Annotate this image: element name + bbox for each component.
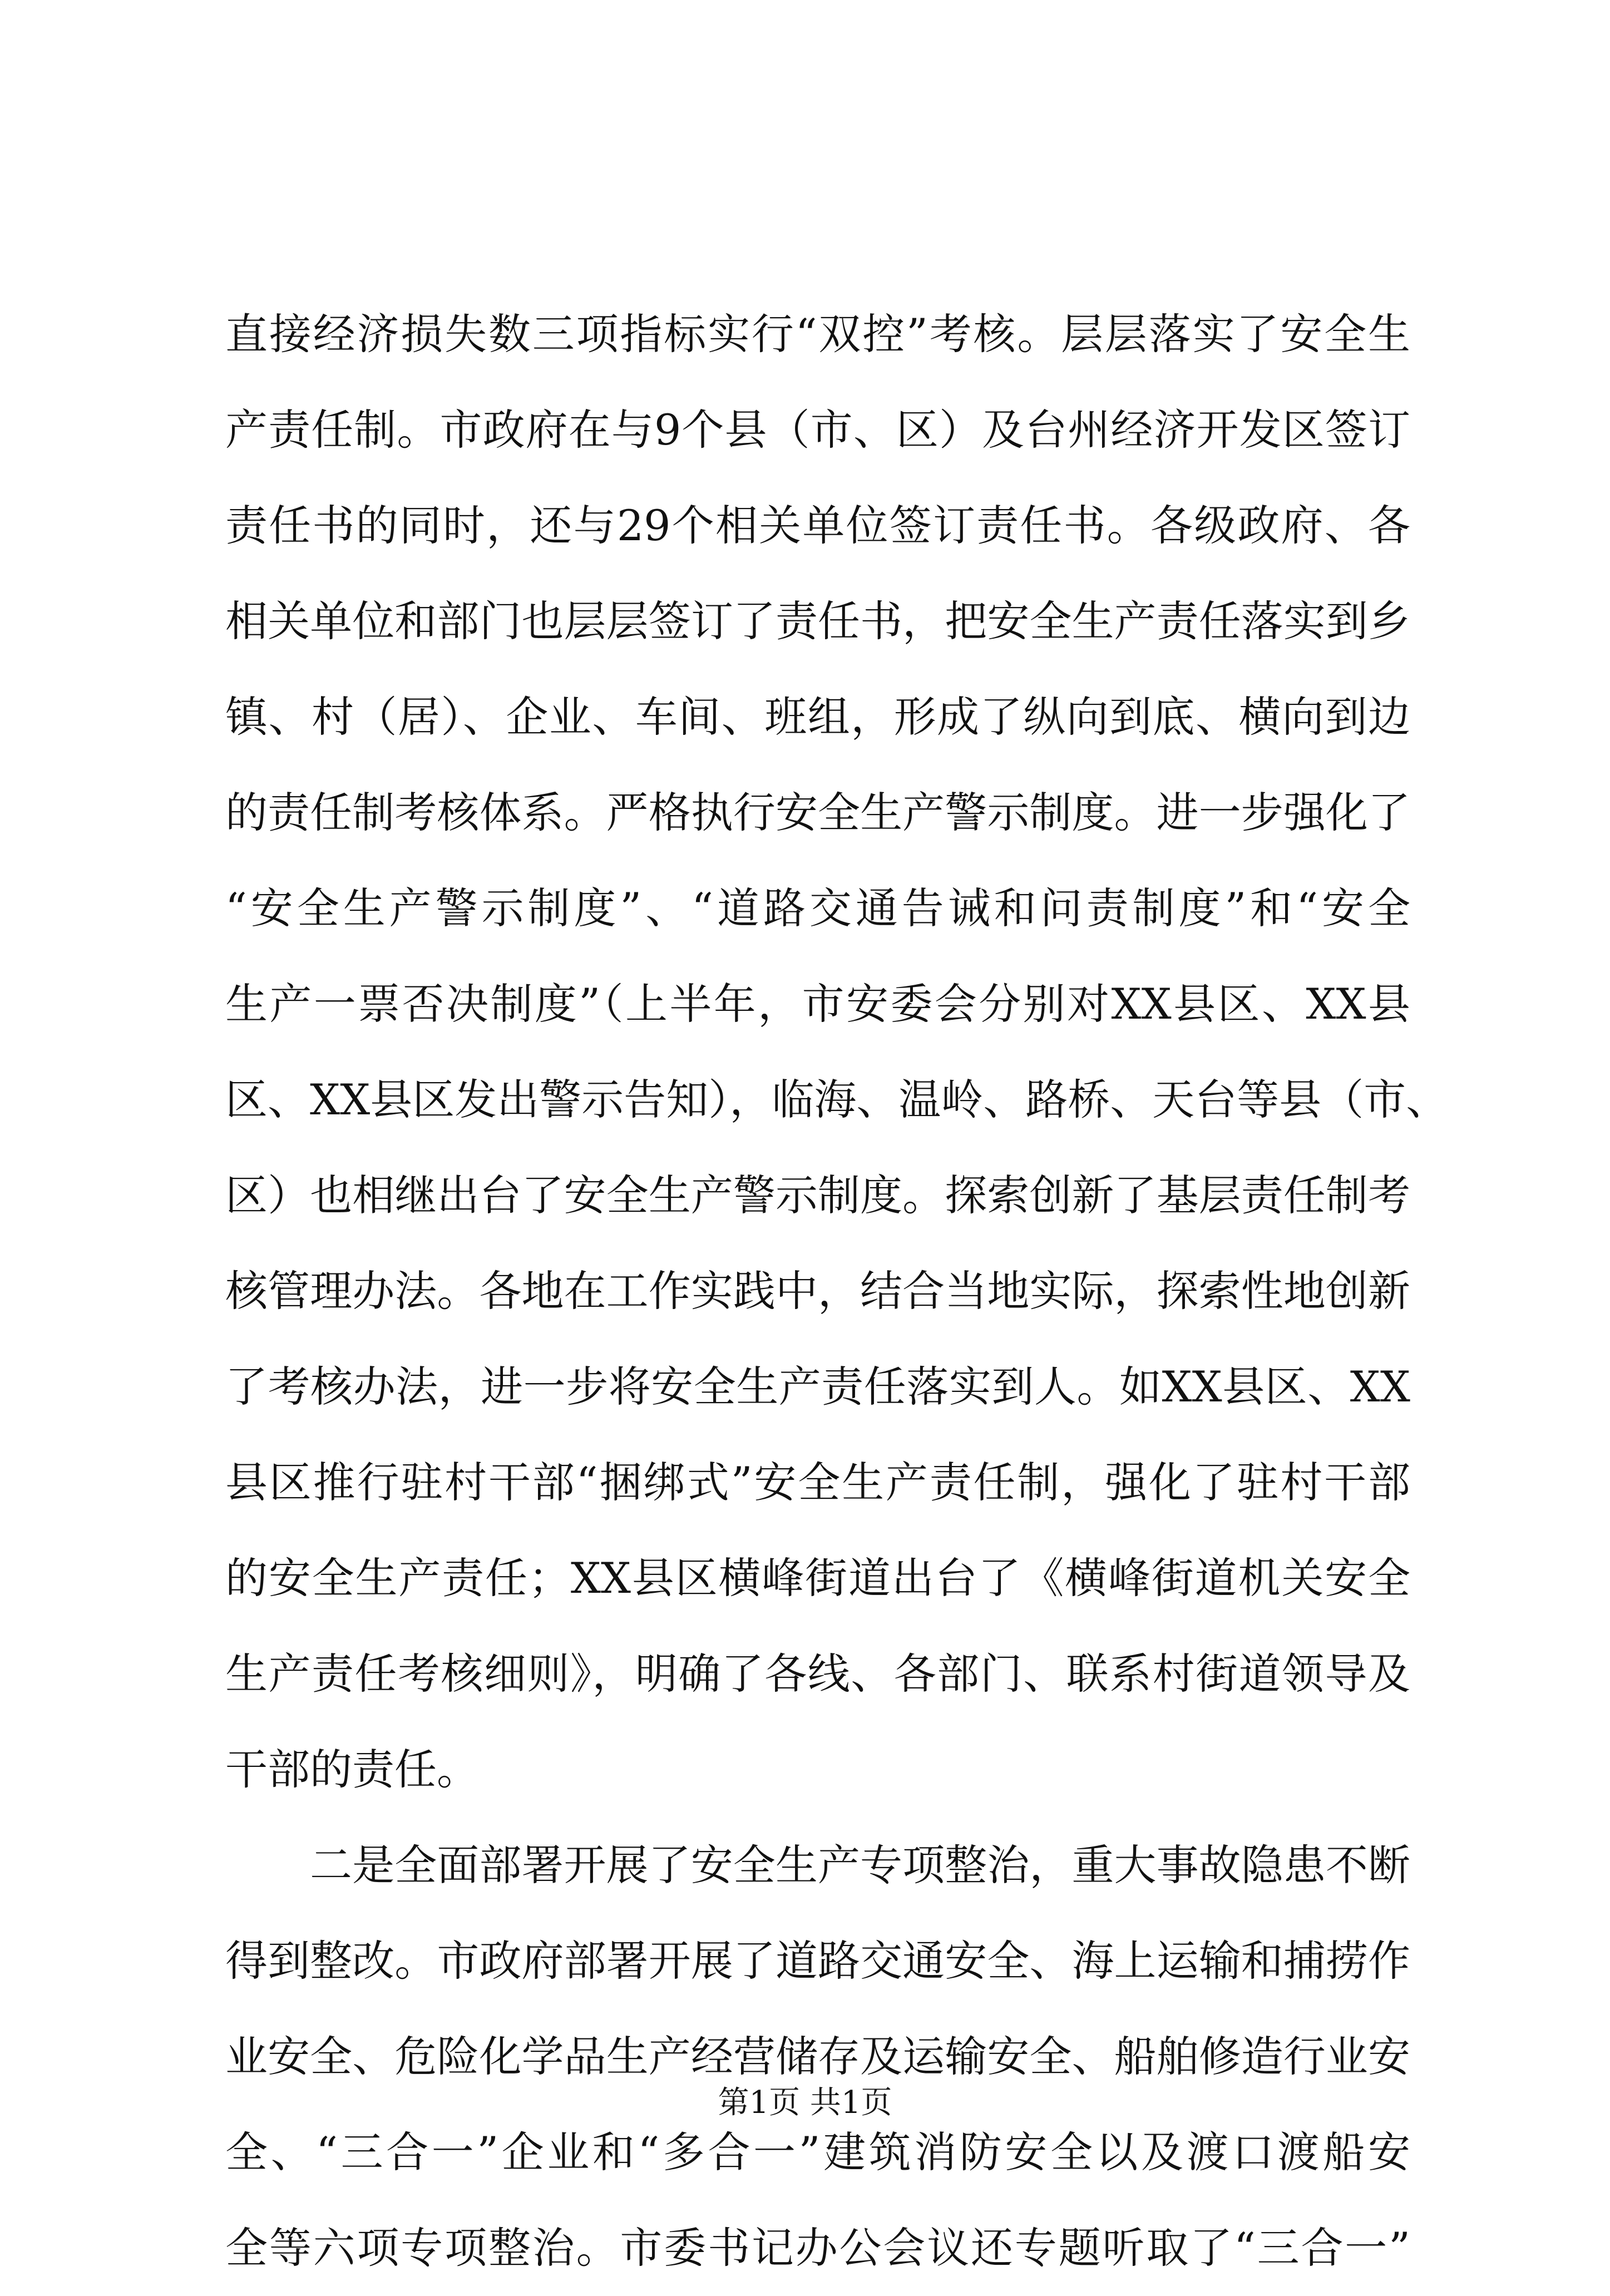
paragraph-line: 的安全生产责任；XX县区横峰街道出台了《横峰街道机关安全	[225, 1553, 1410, 1603]
paragraph-line: 业安全、危险化学品生产经营储存及运输安全、船舶修造行业安	[225, 2032, 1410, 2081]
paragraph-line: 二是全面部署开展了安全生产专项整治，重大事故隐患不断	[310, 1840, 1410, 1890]
paragraph-line: “安全生产警示制度”、“道路交通告诫和问责制度”和“安全	[225, 883, 1410, 933]
paragraph-line: 区、XX县区发出警示告知），临海、温岭、路桥、天台等县（市、	[225, 1075, 1449, 1124]
paragraph-line: 产责任制。市政府在与9个县（市、区）及台州经济开发区签订	[225, 405, 1410, 455]
paragraph-line: 县区推行驻村干部“捆绑式”安全生产责任制，强化了驻村干部	[225, 1458, 1410, 1507]
paragraph-line: 责任书的同时，还与29个相关单位签订责任书。各级政府、各	[225, 501, 1410, 550]
paragraph-line: 全、“三合一”企业和“多合一”建筑消防安全以及渡口渡船安	[225, 2127, 1410, 2177]
paragraph-line: 干部的责任。	[225, 1745, 479, 1794]
paragraph-line: 镇、村（居）、企业、车间、班组，形成了纵向到底、横向到边	[225, 692, 1410, 742]
paragraph-line: 生产责任考核细则》，明确了各线、各部门、联系村街道领导及	[225, 1649, 1410, 1698]
paragraph-line: 相关单位和部门也层层签订了责任书，把安全生产责任落实到乡	[225, 596, 1410, 646]
paragraph-line: 直接经济损失数三项指标实行“双控”考核。层层落实了安全生	[225, 309, 1410, 359]
paragraph-line: 得到整改。市政府部署开展了道路交通安全、海上运输和捕捞作	[225, 1936, 1410, 1986]
paragraph-line: 了考核办法，进一步将安全生产责任落实到人。如XX县区、XX	[225, 1362, 1410, 1411]
paragraph-line: 生产一票否决制度”（上半年，市安委会分别对XX县区、XX县	[225, 979, 1410, 1029]
page-number-label: 第1页 共1页	[718, 2085, 892, 2121]
paragraph-line: 的责任制考核体系。严格执行安全生产警示制度。进一步强化了	[225, 788, 1410, 837]
page-footer	[0, 2081, 1610, 2125]
paragraph-line: 区）也相继出台了安全生产警示制度。探索创新了基层责任制考	[225, 1171, 1410, 1220]
paragraph-line: 核管理办法。各地在工作实践中，结合当地实际，探索性地创新	[225, 1266, 1410, 1316]
body-text	[225, 287, 1449, 2296]
paragraph-line: 全等六项专项整治。市委书记办公会议还专题听取了“三合一”	[225, 2223, 1410, 2273]
